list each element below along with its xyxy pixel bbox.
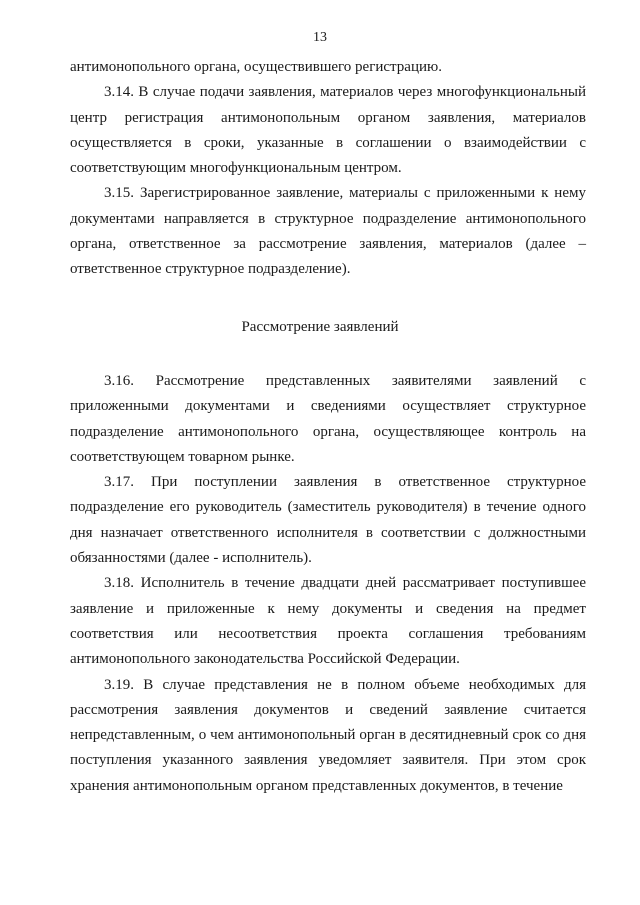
paragraph-3-17: 3.17. При поступлении заявления в ответственное структурное подразделение его руководитель (заместитель руководителя) в течение одного дня назначает ответственного исполнителя в соответствии с должностными обязанностями (далее - исполнитель). <box>70 474 586 567</box>
paragraph-3-16: 3.16. Рассмотрение представленных заявителями заявлений с приложенными документами и сведениями осуществляет структурное подразделение антимонопольного органа, осуществляющее контроль на соответствующем товарном рынке. <box>70 373 586 465</box>
section-before-heading <box>70 55 586 283</box>
paragraph-3-15: 3.15. Зарегистрированное заявление, материалы с приложенными к нему документами направляется в структурное подразделение антимонопольного органа, ответственное за рассмотрение заявления, материалов (далее – ответственное структурное подразделение). <box>70 185 586 278</box>
paragraph-continuation: антимонопольного органа, осуществившего регистрацию. <box>70 59 442 75</box>
paragraph-3-14: 3.14. В случае подачи заявления, материалов через многофункциональный центр регистрация антимонопольным органом заявления, материалов осуществляется в сроки, указанные в соглашении о взаимодействии с соответствующим многофункциональным центром. <box>70 84 586 177</box>
paragraph-3-19: 3.19. В случае представления не в полном объеме необходимых для рассмотрения заявления документов и сведений заявление считается непредставленным, о чем антимонопольный орган в десятидневный срок со дня поступления указанного заявления уведомляет заявителя. При этом срок хранения антимонопольным органом представленных документов, в течение <box>70 676 586 794</box>
page-number: 13 <box>313 30 327 45</box>
section-after-heading <box>70 369 586 799</box>
paragraph-3-18: 3.18. Исполнитель в течение двадцати дней рассматривает поступившее заявление и приложенные к нему документы и сведения на предмет соответствия или несоответствия проекта соглашения требованиям антимонопольного законодательства Российской Федерации. <box>70 575 586 668</box>
section-heading: Рассмотрение заявлений <box>241 319 399 335</box>
